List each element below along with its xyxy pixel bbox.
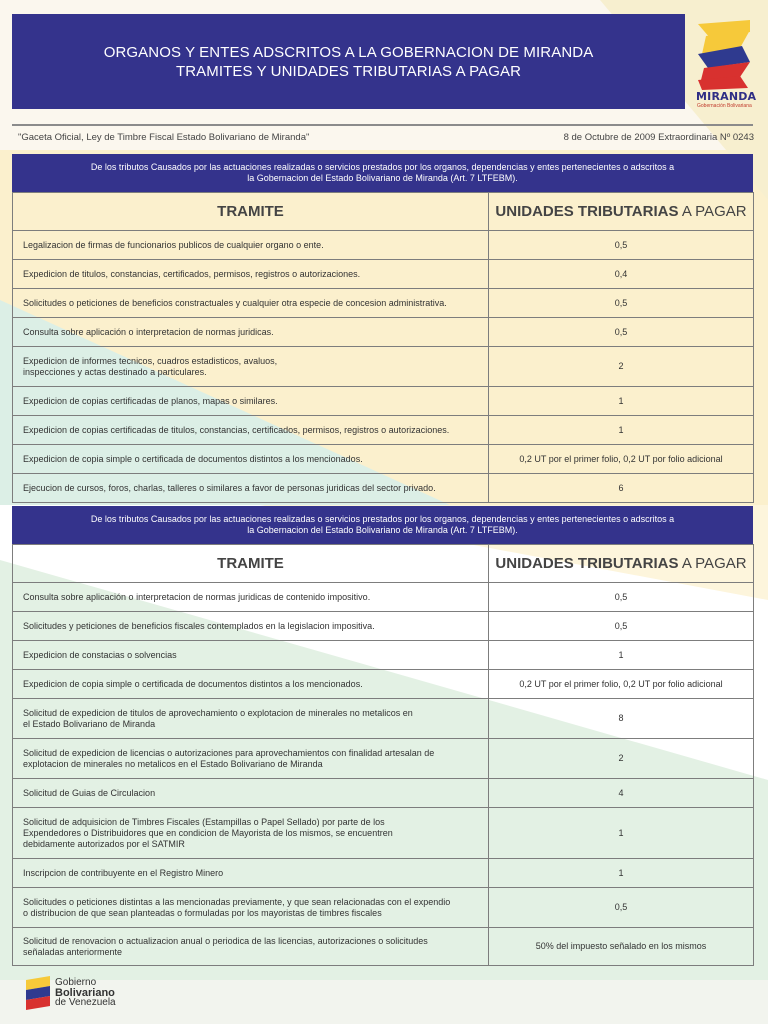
- tramite-cell: Solicitudes o peticiones de beneficios constractuales y cualquier otra especie de concesion administrativa.: [13, 289, 489, 318]
- section2-intro-band: De los tributos Causados por las actuaciones realizadas o servicios prestados por los organos, dependencias y entes pertenecientes o adscritos a la Gobernacion del Estado Bolivariano de Miranda (Art. 7 LTFEBM).: [12, 506, 753, 544]
- tramite-cell: Solicitud de expedicion de titulos de aprovechamiento o explotacion de minerales no metalicos en el Estado Bolivariano de Miranda: [13, 699, 489, 739]
- ut-value-cell: 0,5: [489, 318, 754, 347]
- table-row: [13, 416, 754, 445]
- ut-value-cell: 1: [489, 859, 754, 888]
- ut-value-cell: 2: [489, 739, 754, 779]
- ut-value-cell: 0,5: [489, 289, 754, 318]
- tramite-cell: Expedicion de copia simple o certificada de documentos distintos a los mencionados.: [13, 670, 489, 699]
- tramite-cell: Ejecucion de cursos, foros, charlas, talleres o similares a favor de personas juridicas del sector privado.: [13, 474, 489, 503]
- tramite-cell: Solicitudes o peticiones distintas a las mencionadas previamente, y que sean relacionadas con el expendio o distribucion de que sean planteadas o formuladas por los mayoristas de timbres fiscales: [13, 888, 489, 928]
- ut-value-cell: 1: [489, 416, 754, 445]
- table-row: [13, 888, 754, 928]
- tramites-table-1: [12, 192, 754, 503]
- table-row: [13, 387, 754, 416]
- tramite-cell: Solicitudes y peticiones de beneficios fiscales contemplados en la legislacion impositiva.: [13, 612, 489, 641]
- tramite-cell: Inscripcion de contribuyente en el Registro Minero: [13, 859, 489, 888]
- table-row: [13, 739, 754, 779]
- table-row: [13, 808, 754, 859]
- footer-government-logo: Gobierno Bolivariano de Venezuela: [55, 977, 116, 1008]
- logo-wordmark: MIRANDA: [696, 90, 757, 103]
- table-row: [13, 231, 754, 260]
- table-header-row: [13, 545, 754, 583]
- table-row: [13, 779, 754, 808]
- table-row: [13, 670, 754, 699]
- tramite-cell: Consulta sobre aplicación o interpretacion de normas juridicas.: [13, 318, 489, 347]
- tramite-cell: Expedicion de copias certificadas de planos, mapas o similares.: [13, 387, 489, 416]
- ut-value-cell: 1: [489, 808, 754, 859]
- ut-value-cell: 0,5: [489, 583, 754, 612]
- table-row: [13, 583, 754, 612]
- ut-value-cell: 0,4: [489, 260, 754, 289]
- tramite-cell: Expedicion de titulos, constancias, certificados, permisos, registros o autorizaciones.: [13, 260, 489, 289]
- ut-value-cell: 0,2 UT por el primer folio, 0,2 UT por folio adicional: [489, 670, 754, 699]
- tramite-cell: Solicitud de expedicion de licencias o autorizaciones para aprovechamientos con finalidad artesalan de explotacion de minerales no metalicos en el Estado Bolivariano de Miranda: [13, 739, 489, 779]
- tramites-table-2: [12, 544, 754, 966]
- table-row: [13, 699, 754, 739]
- header-banner: [12, 14, 685, 109]
- ut-value-cell: 1: [489, 387, 754, 416]
- table-header-row: [13, 193, 754, 231]
- table-row: [13, 641, 754, 670]
- tramite-cell: Solicitud de renovacion o actualizacion anual o periodica de las licencias, autorizaciones o solicitudes señaladas anteriormente: [13, 928, 489, 966]
- divider: [12, 124, 753, 126]
- venezuela-flag-icon: [24, 974, 54, 1010]
- ut-value-cell: 2: [489, 347, 754, 387]
- ut-value-cell: 4: [489, 779, 754, 808]
- ut-value-cell: 1: [489, 641, 754, 670]
- tramite-cell: Expedicion de informes tecnicos, cuadros estadisticos, avaluos, inspecciones y actas destinado a particulares.: [13, 347, 489, 387]
- table-row: [13, 318, 754, 347]
- ut-column-header: UNIDADES TRIBUTARIAS A PAGAR: [489, 193, 754, 231]
- tramite-column-header: TRAMITE: [13, 545, 489, 583]
- ut-column-header: UNIDADES TRIBUTARIAS A PAGAR: [489, 545, 754, 583]
- tramite-cell: Legalizacion de firmas de funcionarios publicos de cualquier organo o ente.: [13, 231, 489, 260]
- tramite-cell: Solicitud de Guias de Circulacion: [13, 779, 489, 808]
- section1-intro-band: De los tributos Causados por las actuaciones realizadas o servicios prestados por los organos, dependencias y entes pertenecientes o adscritos a la Gobernacion del Estado Bolivariano de Miranda (Art. 7 LTFEBM).: [12, 154, 753, 192]
- ut-value-cell: 6: [489, 474, 754, 503]
- ut-value-cell: 0,5: [489, 231, 754, 260]
- ut-value-cell: 50% del impuesto señalado en los mismos: [489, 928, 754, 966]
- gazette-source: "Gaceta Oficial, Ley de Timbre Fiscal Estado Bolivariano de Miranda": [18, 132, 310, 143]
- tramite-cell: Consulta sobre aplicación o interpretacion de normas juridicas de contenido impositivo.: [13, 583, 489, 612]
- page-title: ORGANOS Y ENTES ADSCRITOS A LA GOBERNACION DE MIRANDA: [103, 43, 594, 61]
- ut-value-cell: 8: [489, 699, 754, 739]
- table-row: [13, 445, 754, 474]
- tramite-cell: Expedicion de copia simple o certificada de documentos distintos a los mencionados.: [13, 445, 489, 474]
- table-row: [13, 859, 754, 888]
- gazette-date: 8 de Octubre de 2009 Extraordinaria Nº 0243: [563, 132, 754, 143]
- ut-value-cell: 0,5: [489, 612, 754, 641]
- table-row: [13, 474, 754, 503]
- table-row: [13, 347, 754, 387]
- table-row: [13, 612, 754, 641]
- table-row: [13, 289, 754, 318]
- table-row: [13, 928, 754, 966]
- tramite-cell: Solicitud de adquisicion de Timbres Fiscales (Estampillas o Papel Sellado) por parte de los Expendedores o Distribuidores que en condicion de Mayorista de los mismos, se encuentren debidamente autorizados por el SATMIR: [13, 808, 489, 859]
- ut-value-cell: 0,5: [489, 888, 754, 928]
- page-subtitle: TRAMITES Y UNIDADES TRIBUTARIAS A PAGAR: [175, 62, 522, 80]
- tramite-column-header: TRAMITE: [13, 193, 489, 231]
- tramite-cell: Expedicion de copias certificadas de titulos, constancias, certificados, permisos, registros o autorizaciones.: [13, 416, 489, 445]
- table-row: [13, 260, 754, 289]
- tramite-cell: Expedicion de constacias o solvencias: [13, 641, 489, 670]
- ut-value-cell: 0,2 UT por el primer folio, 0,2 UT por folio adicional: [489, 445, 754, 474]
- logo-subtitle: Gobernación Bolivariana: [697, 103, 752, 109]
